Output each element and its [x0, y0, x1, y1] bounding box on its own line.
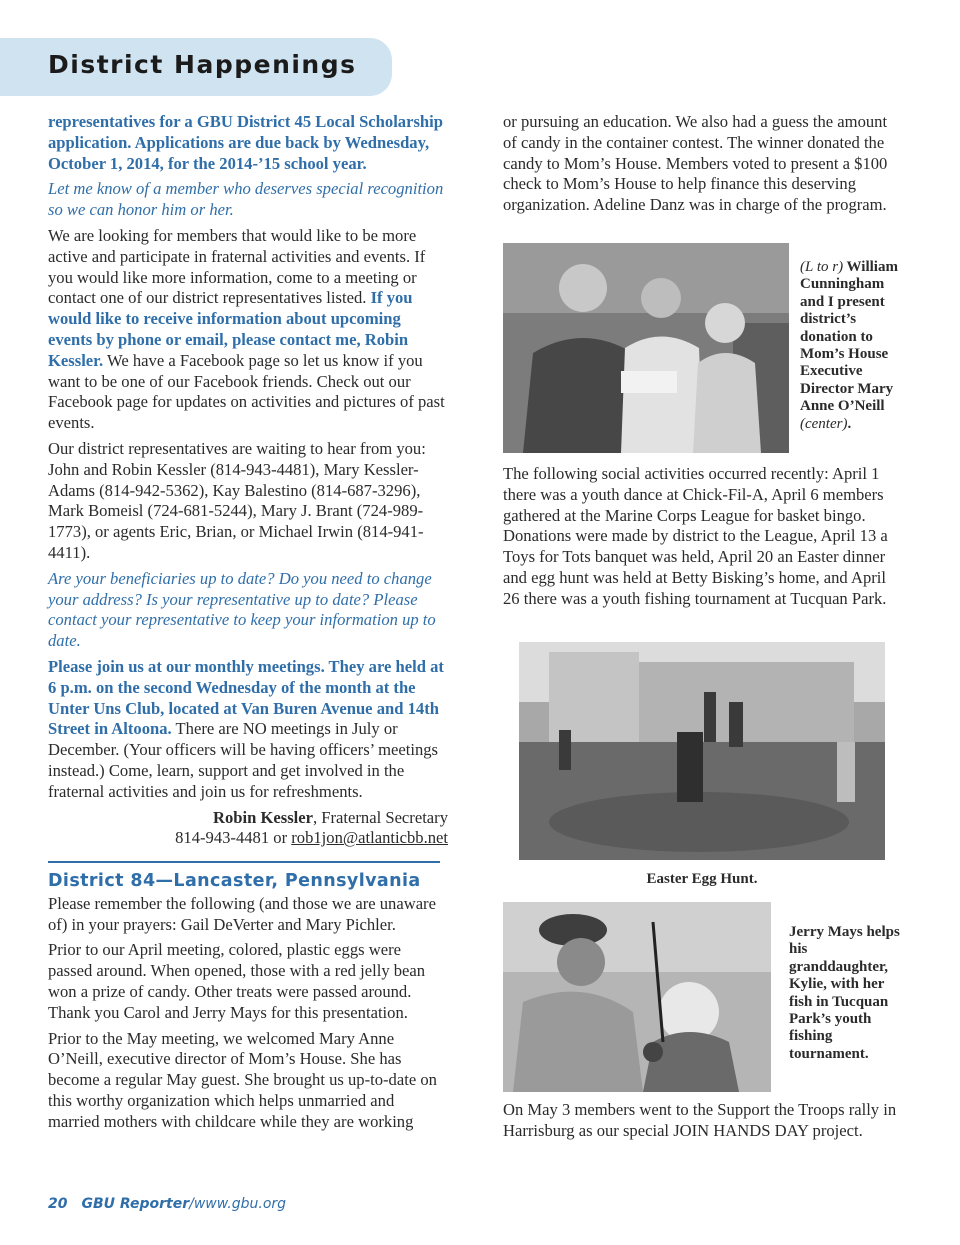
caption-lr: (L to r) [800, 259, 844, 275]
easter-egg-hunt-caption: Easter Egg Hunt. [646, 871, 758, 887]
caption-body: William Cunningham and I present district’s donation to Mom’s House Executive Director Mary Anne O’Neill [800, 259, 898, 415]
left-column [48, 112, 448, 1138]
section-divider [48, 861, 440, 863]
page-footer [48, 1196, 286, 1212]
meetings-paragraph [48, 657, 448, 803]
social-activities-paragraph: The following social activities occurred recently: April 1 there was a youth dance at Chick-Fil-A, April 6 members gathered at the Marine Corps League for basket bingo. Donations were made by district to the League, April 13 a Toys for Tots banquet was held, April 20 an Easter dinner and egg hunt was held at Betty Bisking’s home, and April 26 there was a youth fishing tournament at Tucquan Park. [503, 464, 888, 608]
caption-end: . [847, 415, 852, 432]
page-title: District Happenings [48, 50, 357, 79]
page-number: 20 [48, 1196, 68, 1212]
recognition-paragraph: Let me know of a member who deserves special recognition so we can honor him or her. [48, 179, 444, 220]
members-contact-text: If you would like to receive information about upcoming events by phone or email, please contact me, Robin Kessler. [48, 288, 413, 370]
members-text-a: We are looking for members that would like to be more active and participate in fraternal activities and events. If you would like more information, come to a meeting or contact one of our district representatives listed. [48, 225, 426, 308]
right-column-top [503, 112, 903, 221]
caption-center: (center) [800, 415, 848, 432]
april-meeting-paragraph: Prior to our April meeting, colored, plastic eggs were passed around. When opened, those with a red jelly bean won a prize of candy. Other treats were passed around. Thank you Carol and Jerry Mays for this presentation. [48, 940, 426, 1022]
meetings-text-a: Please join us at our monthly meetings. They are held at 6 p.m. on the second Wednesday of the month at the Unter Uns Club, located at Van Buren Avenue and 14th Street in Altoona. [48, 656, 444, 739]
fishing-caption-text: Jerry Mays helps his granddaughter, Kylie, with her fish in Tucquan Park’s youth fishing tournament. [789, 924, 900, 1062]
easter-egg-hunt-photo [519, 642, 885, 860]
signature-name: Robin Kessler [212, 807, 313, 827]
may-meeting-paragraph: Prior to the May meeting, we welcomed Mary Anne O’Neill, executive director of Mom’s House. She has become a regular May guest. She brought us up-to-date on this worthy organization which helps unmarried and married mothers with childcare while they are working [48, 1028, 437, 1131]
donation-photo [503, 243, 789, 453]
members-paragraph [48, 226, 448, 434]
beneficiaries-paragraph: Are your beneficiaries up to date? Do you need to change your address? Is your representative up to date? Please contact your representative to keep your information up to date. [48, 568, 436, 651]
right-column-bottom [503, 1100, 903, 1147]
district84-heading: District 84—Lancaster, Pennsylvania [48, 871, 421, 892]
prayers-paragraph: Please remember the following (and those we are unaware of) in your prayers: Gail DeVerter and Mary Pichler. [48, 893, 436, 934]
signature-email-link[interactable]: rob1jon@atlanticbb.net [291, 828, 448, 848]
right-column-middle [503, 464, 903, 615]
meetings-text-b: There are NO meetings in July or December. (Your officers will be having officers’ meetings instead.) Come, learn, support and get involved in the fraternal activities and join us for refreshments. [48, 719, 439, 801]
footer-url[interactable]: /www.gbu.org [189, 1196, 287, 1212]
closing-paragraph: On May 3 members went to the Support the Troops rally in Harrisburg as our special JOIN HANDS DAY project. [503, 1100, 897, 1140]
continued-paragraph: or pursuing an education. We also had a guess the amount of candy in the container contest. The winner donated the candy to Mom’s House. Members voted to present a $100 check to Mom’s House to help finance this deserving organization. Adeline Danz was in charge of the program. [503, 112, 888, 215]
representatives-paragraph: Our district representatives are waiting to hear from you: John and Robin Kessler (814-943-4481), Mary Kessler-Adams (814-942-5362), Kay Balestino (814-687-3296), Mark Bomeisl (724-681-5244), Mary J. Brant (724-989-1773), or agents Eric, Brian, or Michael Irwin (814-941-4411). [48, 438, 426, 562]
donation-photo-caption [800, 259, 912, 433]
signature-phone: 814-943-4481 or [175, 828, 292, 848]
signature-title: , Fraternal Secretary [313, 807, 448, 827]
fishing-tournament-caption [789, 924, 904, 1063]
scholarship-paragraph: representatives for a GBU District 45 Local Scholarship application. Applications are due back by Wednesday, October 1, 2014, for the 2014-’15 school year. [48, 112, 443, 173]
publication-name: GBU Reporter [81, 1196, 190, 1212]
fishing-tournament-photo [503, 902, 771, 1092]
signature-block [48, 808, 448, 850]
members-text-c: We have a Facebook page so let us know if you want to be one of our Facebook friends. Check out our Facebook page for updates on activities and pictures of past events. [48, 350, 445, 433]
